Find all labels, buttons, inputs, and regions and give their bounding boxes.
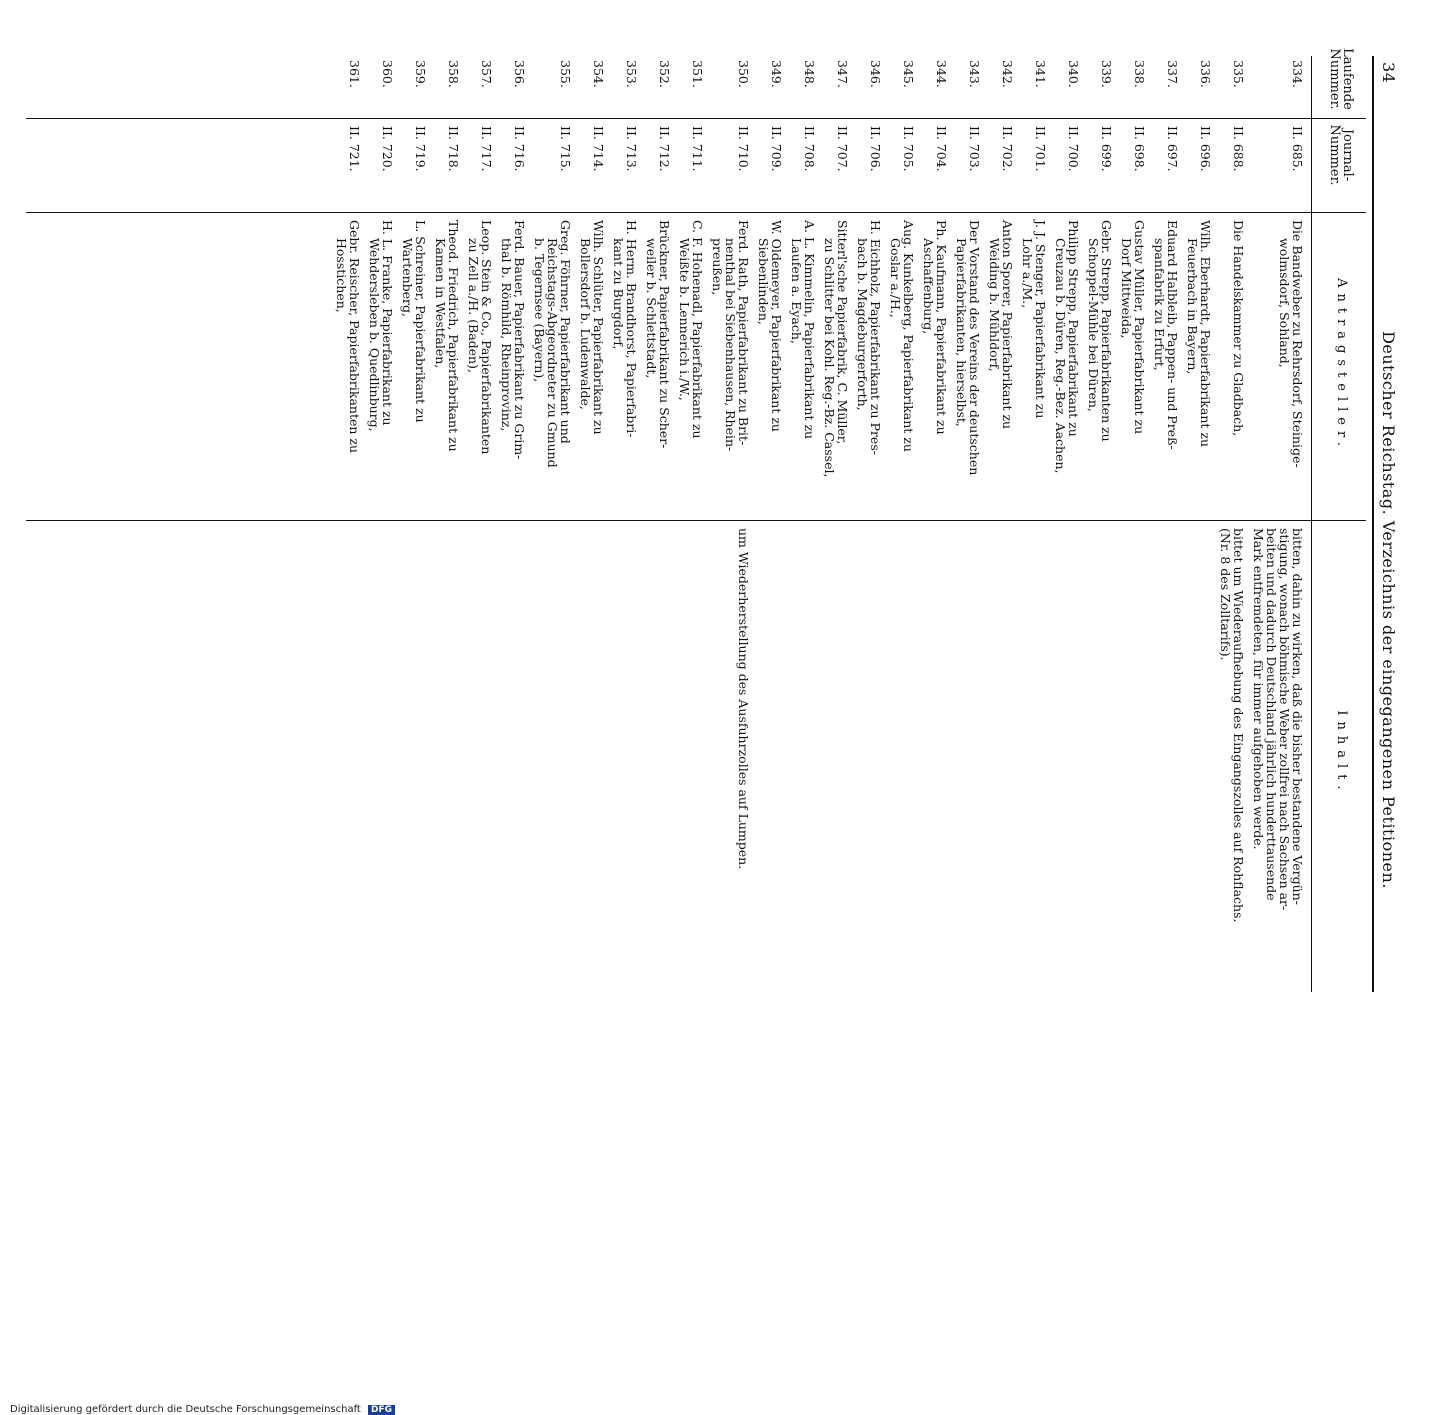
laufende-nummer: 345. (901, 60, 916, 88)
antragsteller-line: Weißte b. Lennerich i./W., (677, 238, 692, 401)
laufende-nummer: 360. (380, 60, 395, 88)
laufende-nummer: 335. (1231, 60, 1246, 88)
inhalt-line: bittet um Wiederaufhebung des Eingangszolles auf Rohflachs. (1231, 528, 1246, 923)
antragsteller (1232, 220, 1245, 510)
antragsteller-line: Gebr. Reischer, Papierfabrikanten zu (347, 220, 362, 454)
journal-nummer: II. 698. (1132, 126, 1147, 172)
antragsteller-line: Brückner, Papierfabrikant zu Scher- (657, 220, 672, 449)
journal-nummer: II. 716. (512, 126, 527, 172)
laufende-nummer: 340. (1066, 60, 1081, 88)
antragsteller (1120, 220, 1146, 510)
antragsteller-line: spanfabrik zu Erfurt, (1152, 238, 1167, 371)
laufende-nummer: 352. (657, 60, 672, 88)
antragsteller-line: Philipp Strepp, Papierfabrikant zu (1066, 220, 1081, 437)
antragsteller-line: Weiding b. Mühldorf, (987, 238, 1002, 372)
journal-nummer: II. 715. (558, 126, 573, 172)
antragsteller-line: Ferd. Bauer, Papierfabrikant zu Grim- (512, 220, 527, 460)
antragsteller-line: Die Bandweber zu Rehrsdorf, Steinige- (1290, 220, 1305, 468)
dfg-logo: DFG (368, 1405, 395, 1415)
antragsteller (1021, 220, 1047, 510)
antragsteller (988, 220, 1014, 510)
inhalt-line: (Nr. 8 des Zolltarifs). (1218, 528, 1233, 661)
journal-nummer: II. 704. (934, 126, 949, 172)
laufende-nummer: 334. (1290, 60, 1305, 88)
antragsteller (1087, 220, 1113, 510)
antragsteller-line: J. J. Stenger, Papierfabrikant zu (1033, 220, 1048, 419)
laufende-nummer: 338. (1132, 60, 1147, 88)
antragsteller (1153, 220, 1179, 510)
journal-nummer: II. 713. (624, 126, 639, 172)
journal-nummer: II. 714. (591, 126, 606, 172)
antragsteller-line: Goslar a./H., (888, 238, 903, 318)
column-header-antragsteller: Antragsteller. (1334, 278, 1349, 452)
journal-nummer: II. 701. (1033, 126, 1048, 172)
laufende-nummer: 343. (967, 60, 982, 88)
antragsteller-line: bach b. Magdeburgerforth, (855, 238, 870, 411)
inhalt-line: stigung, wonach böhmische Weber zollfrei nach Sachsen ar- (1277, 528, 1292, 911)
journal-nummer: II. 708. (802, 126, 817, 172)
antragsteller-line: Sitterl'sche Papierfabrik, C. Müller, (835, 220, 850, 445)
column-header-laufende: Laufende Nummer. (1327, 48, 1355, 110)
laufende-nummer: 347. (835, 60, 850, 88)
antragsteller-line: Wehdersleben b. Quedlinburg, (367, 238, 382, 432)
antragsteller (856, 220, 882, 510)
page-number: 34 (1379, 62, 1398, 84)
antragsteller-line: Der Vorstand des Vereins der deutschen (967, 220, 982, 476)
antragsteller-line: H. Eichholz, Papierfabrikant zu Pres- (868, 220, 883, 455)
running-title: Deutscher Reichstag. Verzeichnis der eingegangenen Petitionen. (1379, 331, 1398, 889)
inhalt-line: beiten und dadurch Deutschland jährlich hunderttausende (1264, 528, 1279, 901)
antragsteller-line: H. Herm. Brandhorst, Papierfabri- (624, 220, 639, 438)
antragsteller-line: zu Zell a./H. (Baden), (466, 238, 481, 373)
laufende-nummer: 361. (347, 60, 362, 88)
antragsteller-line: Papierfabrikanten, hierselbst, (954, 238, 969, 427)
antragsteller-line: Anton Sporer, Papierfabrikant zu (1000, 220, 1015, 430)
antragsteller-line: Eduard Halbleib, Pappen- und Preß- (1165, 220, 1180, 450)
journal-nummer: II. 706. (868, 126, 883, 172)
journal-nummer: II. 696. (1198, 126, 1213, 172)
antragsteller-line: A. L. Kimmelin, Papierfabrikant zu (802, 220, 817, 440)
journal-nummer: II. 709. (769, 126, 784, 172)
laufende-nummer: 341. (1033, 60, 1048, 88)
laufende-nummer: 342. (1000, 60, 1015, 88)
antragsteller-line: Die Handelskammer zu Gladbach, (1231, 220, 1246, 437)
laufende-nummer: 357. (479, 60, 494, 88)
antragsteller (1278, 220, 1304, 510)
laufende-nummer: 336. (1198, 60, 1213, 88)
inhalt-line: Mark entfremdeten, für immer aufgehoben werde. (1251, 528, 1266, 850)
antragsteller-line: Hosstichen, (334, 238, 349, 313)
antragsteller-line: Theod. Friedrich, Papierfabrikant zu (446, 220, 461, 452)
antragsteller (579, 220, 605, 510)
antragsteller-line: Dorf Mittweida, (1119, 238, 1134, 339)
antragsteller-line: Aug. Kunkelberg, Papierfabrikant zu (901, 220, 916, 452)
antragsteller (500, 220, 526, 510)
antragsteller (1186, 220, 1212, 510)
column-divider-3 (26, 520, 1366, 521)
journal-nummer: II. 720. (380, 126, 395, 172)
antragsteller (711, 220, 750, 510)
laufende-nummer: 350. (736, 60, 751, 88)
laufende-nummer: 344. (934, 60, 949, 88)
antragsteller (368, 220, 394, 510)
inhalt (737, 528, 750, 978)
antragsteller (645, 220, 671, 510)
laufende-nummer: 348. (802, 60, 817, 88)
journal-nummer: II. 710. (736, 126, 751, 172)
column-header-rule (1311, 56, 1312, 992)
antragsteller (1054, 220, 1080, 510)
journal-nummer: II. 700. (1066, 126, 1081, 172)
laufende-nummer: 355. (558, 60, 573, 88)
journal-nummer: II. 685. (1290, 126, 1305, 172)
antragsteller (401, 220, 427, 510)
footer-credit (10, 1404, 395, 1415)
antragsteller-line: nenthal bei Siebenhausen, Rhein- (723, 238, 738, 452)
antragsteller-line: weiler b. Schlettstadt, (644, 238, 659, 379)
antragsteller-line: C. F. Hohenadl, Papierfabrikant zu (690, 220, 705, 439)
antragsteller (790, 220, 816, 510)
inhalt-line: um Wiederherstellung des Ausfuhrzolles auf Lumpen. (736, 528, 751, 870)
laufende-nummer: 358. (446, 60, 461, 88)
antragsteller (823, 220, 849, 510)
journal-nummer: II. 703. (967, 126, 982, 172)
laufende-nummer: 354. (591, 60, 606, 88)
journal-nummer: II. 717. (479, 126, 494, 172)
antragsteller-line: Gebr. Strepp, Papierfabrikanten zu (1099, 220, 1114, 442)
journal-nummer: II. 712. (657, 126, 672, 172)
journal-nummer: II. 699. (1099, 126, 1114, 172)
antragsteller-line: Siebenlinden, (756, 238, 771, 325)
antragsteller-line: zu Schlitter bei Kohl. Reg.-Bz. Cassel, (822, 238, 837, 478)
journal-nummer: II. 718. (446, 126, 461, 172)
antragsteller-line: thal b. Römhild, Rheinprovinz, (499, 238, 514, 432)
antragsteller-line: Lohr a./M., (1020, 238, 1035, 309)
laufende-nummer: 359. (413, 60, 428, 88)
laufende-nummer: 346. (868, 60, 883, 88)
antragsteller-line: kant zu Burgdorf, (611, 238, 626, 350)
antragsteller (467, 220, 493, 510)
antragsteller-line: Wilh. Schlüter, Papierfabrikant zu (591, 220, 606, 435)
antragsteller-line: Greg. Föhrner, Papierfabrikant und (558, 220, 573, 444)
column-header-inhalt: Inhalt. (1334, 710, 1349, 796)
column-divider-2 (26, 212, 1366, 213)
laufende-nummer: 351. (690, 60, 705, 88)
laufende-nummer: 339. (1099, 60, 1114, 88)
antragsteller-line: Laufen a. Eyach, (789, 238, 804, 344)
footer-text: Digitalisierung gefördert durch die Deutsche Forschungsgemeinschaft (10, 1404, 361, 1415)
inhalt (1219, 528, 1245, 978)
antragsteller-line: Wartenberg, (400, 238, 415, 318)
antragsteller-line: wolmsdorf, Sohland, (1277, 238, 1292, 368)
antragsteller (335, 220, 361, 510)
header-rule (1372, 56, 1374, 992)
antragsteller-line: Wilh. Eberhardt, Papierfabrikant zu (1198, 220, 1213, 448)
antragsteller (889, 220, 915, 510)
journal-nummer: II. 707. (835, 126, 850, 172)
antragsteller (922, 220, 948, 510)
column-divider-1 (26, 118, 1366, 119)
antragsteller-line: H. L. Franke, Papierfabrikant zu (380, 220, 395, 426)
antragsteller-line: Feuerbach in Bayern, (1185, 238, 1200, 375)
journal-nummer: II. 721. (347, 126, 362, 172)
antragsteller-line: Bollersdorf b. Ludenwalde, (578, 238, 593, 410)
inhalt-line: bitten, dahin zu wirken, daß die bisher bestandene Vergün- (1290, 528, 1305, 905)
antragsteller-line: Aschaffenburg, (921, 238, 936, 335)
antragsteller (678, 220, 704, 510)
antragsteller-line: Reichstags-Abgeordneter zu Gmund (545, 238, 560, 468)
antragsteller (757, 220, 783, 510)
antragsteller-line: Leop. Stein & Co., Papierfabrikanten (479, 220, 494, 455)
antragsteller-line: Kamen in Westfalen, (433, 238, 448, 369)
journal-nummer: II. 719. (413, 126, 428, 172)
antragsteller (533, 220, 572, 510)
antragsteller-line: Schoppel-Mühle bei Düren, (1086, 238, 1101, 412)
antragsteller-line: b. Tegernsee (Bayern), (532, 238, 547, 383)
antragsteller (955, 220, 981, 510)
column-header-journal: Journal- Nummer. (1327, 124, 1355, 186)
journal-nummer: II. 688. (1231, 126, 1246, 172)
journal-nummer: II. 705. (901, 126, 916, 172)
antragsteller-line: Gustav Müller, Papierfabrikant zu (1132, 220, 1147, 435)
laufende-nummer: 337. (1165, 60, 1180, 88)
journal-nummer: II. 711. (690, 126, 705, 172)
laufende-nummer: 349. (769, 60, 784, 88)
antragsteller-line: Creuzau b. Düren, Reg.-Bez. Aachen, (1053, 238, 1068, 474)
antragsteller (612, 220, 638, 510)
antragsteller-line: preußen, (710, 238, 725, 296)
antragsteller-line: Ferd. Rath, Papierfabrikant zu Brit- (736, 220, 751, 446)
antragsteller-line: W. Oldemeyer, Papierfabrikant zu (769, 220, 784, 432)
antragsteller (434, 220, 460, 510)
antragsteller-line: Ph. Kaufmann, Papierfabrikant zu (934, 220, 949, 435)
inhalt (1252, 528, 1304, 978)
antragsteller-line: L. Schreiner, Papierfabrikant zu (413, 220, 428, 423)
journal-nummer: II. 702. (1000, 126, 1015, 172)
journal-nummer: II. 697. (1165, 126, 1180, 172)
laufende-nummer: 353. (624, 60, 639, 88)
laufende-nummer: 356. (512, 60, 527, 88)
